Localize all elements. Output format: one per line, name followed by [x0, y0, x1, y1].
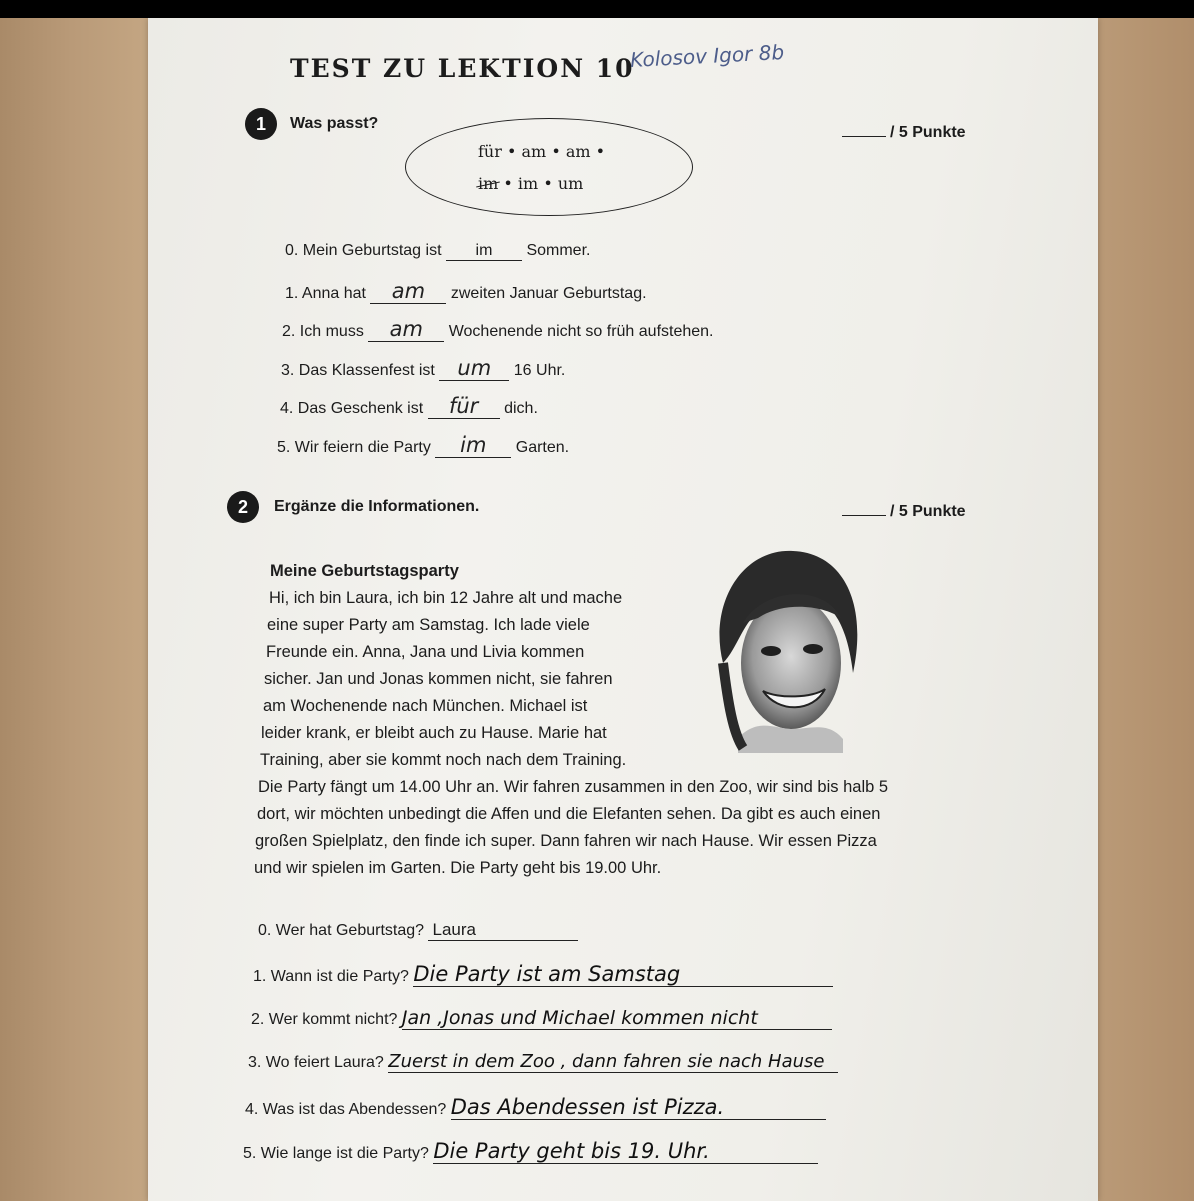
top-black-bar	[0, 0, 1194, 18]
answer-line: Die Party ist am Samstag	[413, 962, 681, 986]
answer-blank: am	[391, 279, 426, 303]
section-1-badge: 1	[245, 108, 277, 140]
story-line: Freunde ein. Anna, Jana und Livia kommen	[266, 643, 585, 661]
question-item: 3. Wo feiert Laura? Zuerst in dem Zoo , dann fahren sie nach Hause	[248, 1051, 838, 1073]
page-title: TEST ZU LEKTION 10	[290, 54, 635, 83]
answer-line: Jan ,Jonas und Michael kommen nicht	[401, 1007, 758, 1029]
answer-line: Das Abendessen ist Pizza.	[450, 1095, 725, 1119]
student-name-handwritten: Kolosov Igor 8b	[629, 39, 785, 73]
question-item: 4. Was ist das Abendessen? Das Abendessen ist Pizza.	[245, 1095, 826, 1120]
exercise-item: 1. Anna hat am zweiten Januar Geburtstag.	[285, 279, 647, 303]
answer-line: Zuerst in dem Zoo , dann fahren sie nach Hause	[388, 1051, 825, 1072]
question-item: 5. Wie lange ist die Party? Die Party geht bis 19. Uhr.	[243, 1139, 818, 1164]
question-item: 2. Wer kommt nicht? Jan ,Jonas und Michael kommen nicht	[251, 1007, 832, 1030]
exercise-item: 2. Ich muss am Wochenende nicht so früh aufstehen.	[282, 317, 714, 341]
answer-line: Laura	[432, 920, 476, 939]
answer-blank: um	[457, 356, 492, 380]
answer-blank: am	[389, 317, 423, 341]
story-line: großen Spielplatz, den finde ich super. Dann fahren wir nach Hause. Wir essen Pizza	[255, 832, 877, 850]
section-1-points: / 5 Punkte	[842, 122, 966, 142]
story-line: am Wochenende nach München. Michael ist	[263, 697, 588, 715]
answer-blank: im	[475, 242, 493, 259]
story-line: leider krank, er bleibt auch zu Hause. Marie hat	[261, 724, 607, 742]
story-title: Meine Geburtstagsparty	[270, 562, 459, 580]
story-line: Hi, ich bin Laura, ich bin 12 Jahre alt und mache	[269, 589, 623, 607]
girl-portrait-image	[703, 543, 863, 753]
exercise-item: 0. Mein Geburtstag ist im Sommer.	[285, 242, 591, 259]
exercise-item: 5. Wir feiern die Party im Garten.	[277, 433, 570, 457]
story-line: Die Party fängt um 14.00 Uhr an. Wir fahren zusammen in den Zoo, wir sind bis halb 5	[258, 778, 889, 796]
section-1-heading: Was passt?	[290, 115, 379, 132]
exercise-item: 3. Das Klassenfest ist um 16 Uhr.	[281, 356, 566, 380]
word-box-line-1: für • am • am •	[478, 142, 606, 161]
answer-line: Die Party geht bis 19. Uhr.	[433, 1139, 710, 1163]
word-box-ellipse	[405, 118, 693, 216]
story-line: eine super Party am Samstag. Ich lade viele	[267, 616, 590, 634]
section-2-points: / 5 Punkte	[842, 501, 966, 521]
answer-blank: im	[460, 433, 487, 457]
answer-blank: für	[448, 394, 479, 418]
question-item: 0. Wer hat Geburtstag? Laura	[258, 920, 578, 941]
story-line: Training, aber sie kommt noch nach dem Training.	[260, 751, 627, 769]
worksheet-page	[148, 18, 1098, 1201]
struck-word: im	[478, 174, 499, 193]
story-line: dort, wir möchten unbedingt die Affen und die Elefanten sehen. Da gibt es auch einen	[257, 805, 881, 823]
story-line: sicher. Jan und Jonas kommen nicht, sie fahren	[264, 670, 613, 688]
story-line: und wir spielen im Garten. Die Party geht bis 19.00 Uhr.	[254, 859, 662, 877]
word-box-line-2: im • im • um	[478, 174, 584, 193]
exercise-item: 4. Das Geschenk ist für dich.	[280, 394, 538, 418]
section-2-heading: Ergänze die Informationen.	[274, 498, 480, 515]
section-2-badge: 2	[227, 491, 259, 523]
question-item: 1. Wann ist die Party? Die Party ist am Samstag	[253, 962, 833, 987]
